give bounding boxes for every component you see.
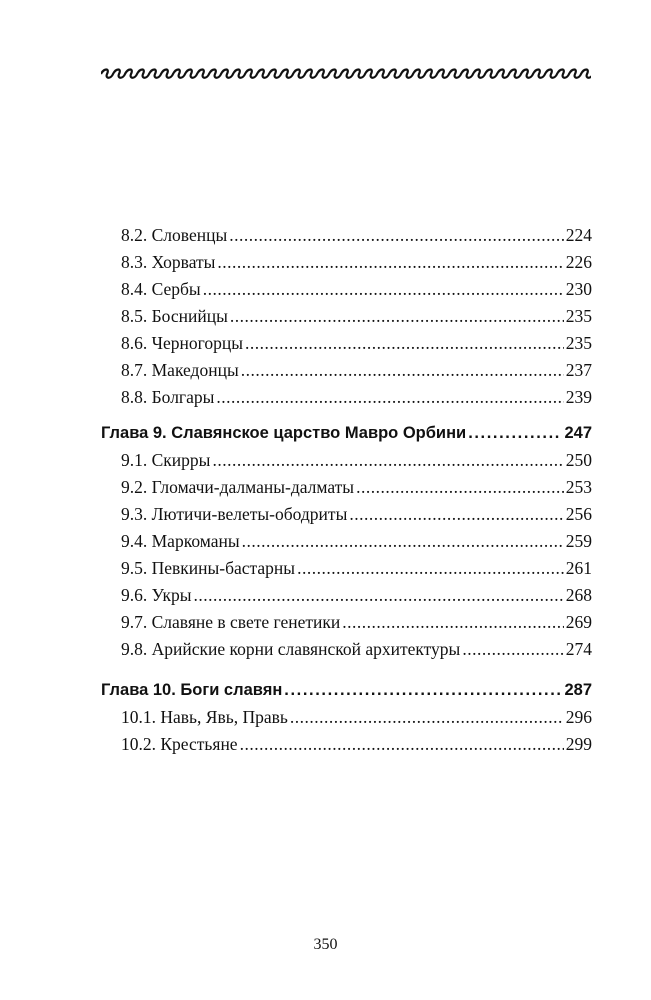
toc-leader-dots — [240, 731, 564, 758]
section-gap — [101, 663, 592, 677]
toc-leader-dots — [212, 447, 563, 474]
section-gap — [101, 411, 592, 420]
toc-entry-page: 235 — [565, 333, 592, 353]
toc-leader-dots — [284, 677, 562, 704]
toc-entry-page: 268 — [565, 585, 592, 605]
toc-entry-page: 296 — [565, 707, 592, 727]
toc-leader-dots — [356, 474, 564, 501]
toc-entry-page: 235 — [565, 306, 592, 326]
toc-entry-10-1[interactable] — [101, 704, 592, 731]
toc-entry-9-5[interactable] — [101, 555, 592, 582]
toc-entry-8-4[interactable] — [101, 276, 592, 303]
toc-leader-dots — [468, 420, 562, 447]
table-of-contents — [101, 222, 592, 758]
toc-entry-title: 9.2. Гломачи-далманы-далматы — [121, 477, 355, 497]
toc-entry-title: 10.2. Крестьяне — [121, 734, 238, 754]
toc-entry-page: 224 — [565, 225, 592, 245]
toc-chapter-page: 247 — [564, 424, 592, 442]
toc-entry-page: 259 — [565, 531, 592, 551]
toc-leader-dots — [203, 276, 564, 303]
toc-entry-page: 256 — [565, 504, 592, 524]
toc-leader-dots — [217, 249, 563, 276]
toc-entry-8-6[interactable] — [101, 330, 592, 357]
toc-entry-page: 274 — [565, 639, 592, 659]
toc-entry-10-2[interactable] — [101, 731, 592, 758]
toc-entry-title: 9.4. Маркоманы — [121, 531, 240, 551]
toc-leader-dots — [290, 704, 564, 731]
toc-leader-dots — [297, 555, 564, 582]
toc-entry-9-6[interactable] — [101, 582, 592, 609]
toc-chapter-title: Глава 9. Славянское царство Мавро Орбини — [101, 424, 467, 442]
toc-entry-9-4[interactable] — [101, 528, 592, 555]
toc-leader-dots — [230, 303, 564, 330]
toc-entry-page: 261 — [565, 558, 592, 578]
toc-entry-8-8[interactable] — [101, 384, 592, 411]
toc-chapter-10[interactable] — [101, 677, 592, 704]
toc-entry-title: 10.1. Навь, Явь, Правь — [121, 707, 288, 727]
toc-entry-9-3[interactable] — [101, 501, 592, 528]
toc-entry-8-5[interactable] — [101, 303, 592, 330]
toc-entry-title: 8.3. Хорваты — [121, 252, 216, 272]
toc-entry-page: 250 — [565, 450, 592, 470]
toc-entry-title: 8.2. Словенцы — [121, 225, 228, 245]
toc-leader-dots — [462, 636, 563, 663]
decorative-border-ornament — [101, 68, 591, 80]
toc-entry-title: 9.7. Славяне в свете генетики — [121, 612, 341, 632]
toc-entry-title: 9.3. Лютичи-велеты-ободриты — [121, 504, 348, 524]
toc-leader-dots — [242, 528, 564, 555]
toc-chapter-title: Глава 10. Боги славян — [101, 681, 283, 699]
page-number: 350 — [313, 936, 338, 953]
toc-entry-page: 230 — [565, 279, 592, 299]
toc-leader-dots — [229, 222, 564, 249]
toc-leader-dots — [245, 330, 564, 357]
toc-leader-dots — [349, 501, 563, 528]
toc-entry-title: 8.5. Боснийцы — [121, 306, 228, 326]
toc-chapter-9[interactable] — [101, 420, 592, 447]
toc-entry-title: 8.4. Сербы — [121, 279, 201, 299]
toc-entry-title: 9.5. Певкины-бастарны — [121, 558, 296, 578]
toc-leader-dots — [194, 582, 564, 609]
toc-entry-page: 253 — [565, 477, 592, 497]
toc-entry-9-7[interactable] — [101, 609, 592, 636]
toc-entry-page: 237 — [565, 360, 592, 380]
toc-chapter-page: 287 — [564, 681, 592, 699]
toc-entry-page: 226 — [565, 252, 592, 272]
toc-entry-title: 9.8. Арийские корни славянской архитектуры — [121, 639, 461, 659]
toc-entry-page: 269 — [565, 612, 592, 632]
toc-leader-dots — [342, 609, 564, 636]
toc-entry-title: 9.6. Укры — [121, 585, 192, 605]
toc-entry-8-2[interactable] — [101, 222, 592, 249]
toc-entry-8-7[interactable] — [101, 357, 592, 384]
toc-entry-title: 8.8. Болгары — [121, 387, 215, 407]
toc-leader-dots — [241, 357, 564, 384]
toc-entry-8-3[interactable] — [101, 249, 592, 276]
toc-entry-9-1[interactable] — [101, 447, 592, 474]
toc-entry-title: 9.1. Скирры — [121, 450, 211, 470]
toc-entry-page: 299 — [565, 734, 592, 754]
toc-entry-title: 8.6. Черногорцы — [121, 333, 243, 353]
toc-entry-9-2[interactable] — [101, 474, 592, 501]
toc-entry-title: 8.7. Македонцы — [121, 360, 239, 380]
toc-leader-dots — [216, 384, 563, 411]
toc-entry-9-8[interactable] — [101, 636, 592, 663]
toc-entry-page: 239 — [565, 387, 592, 407]
